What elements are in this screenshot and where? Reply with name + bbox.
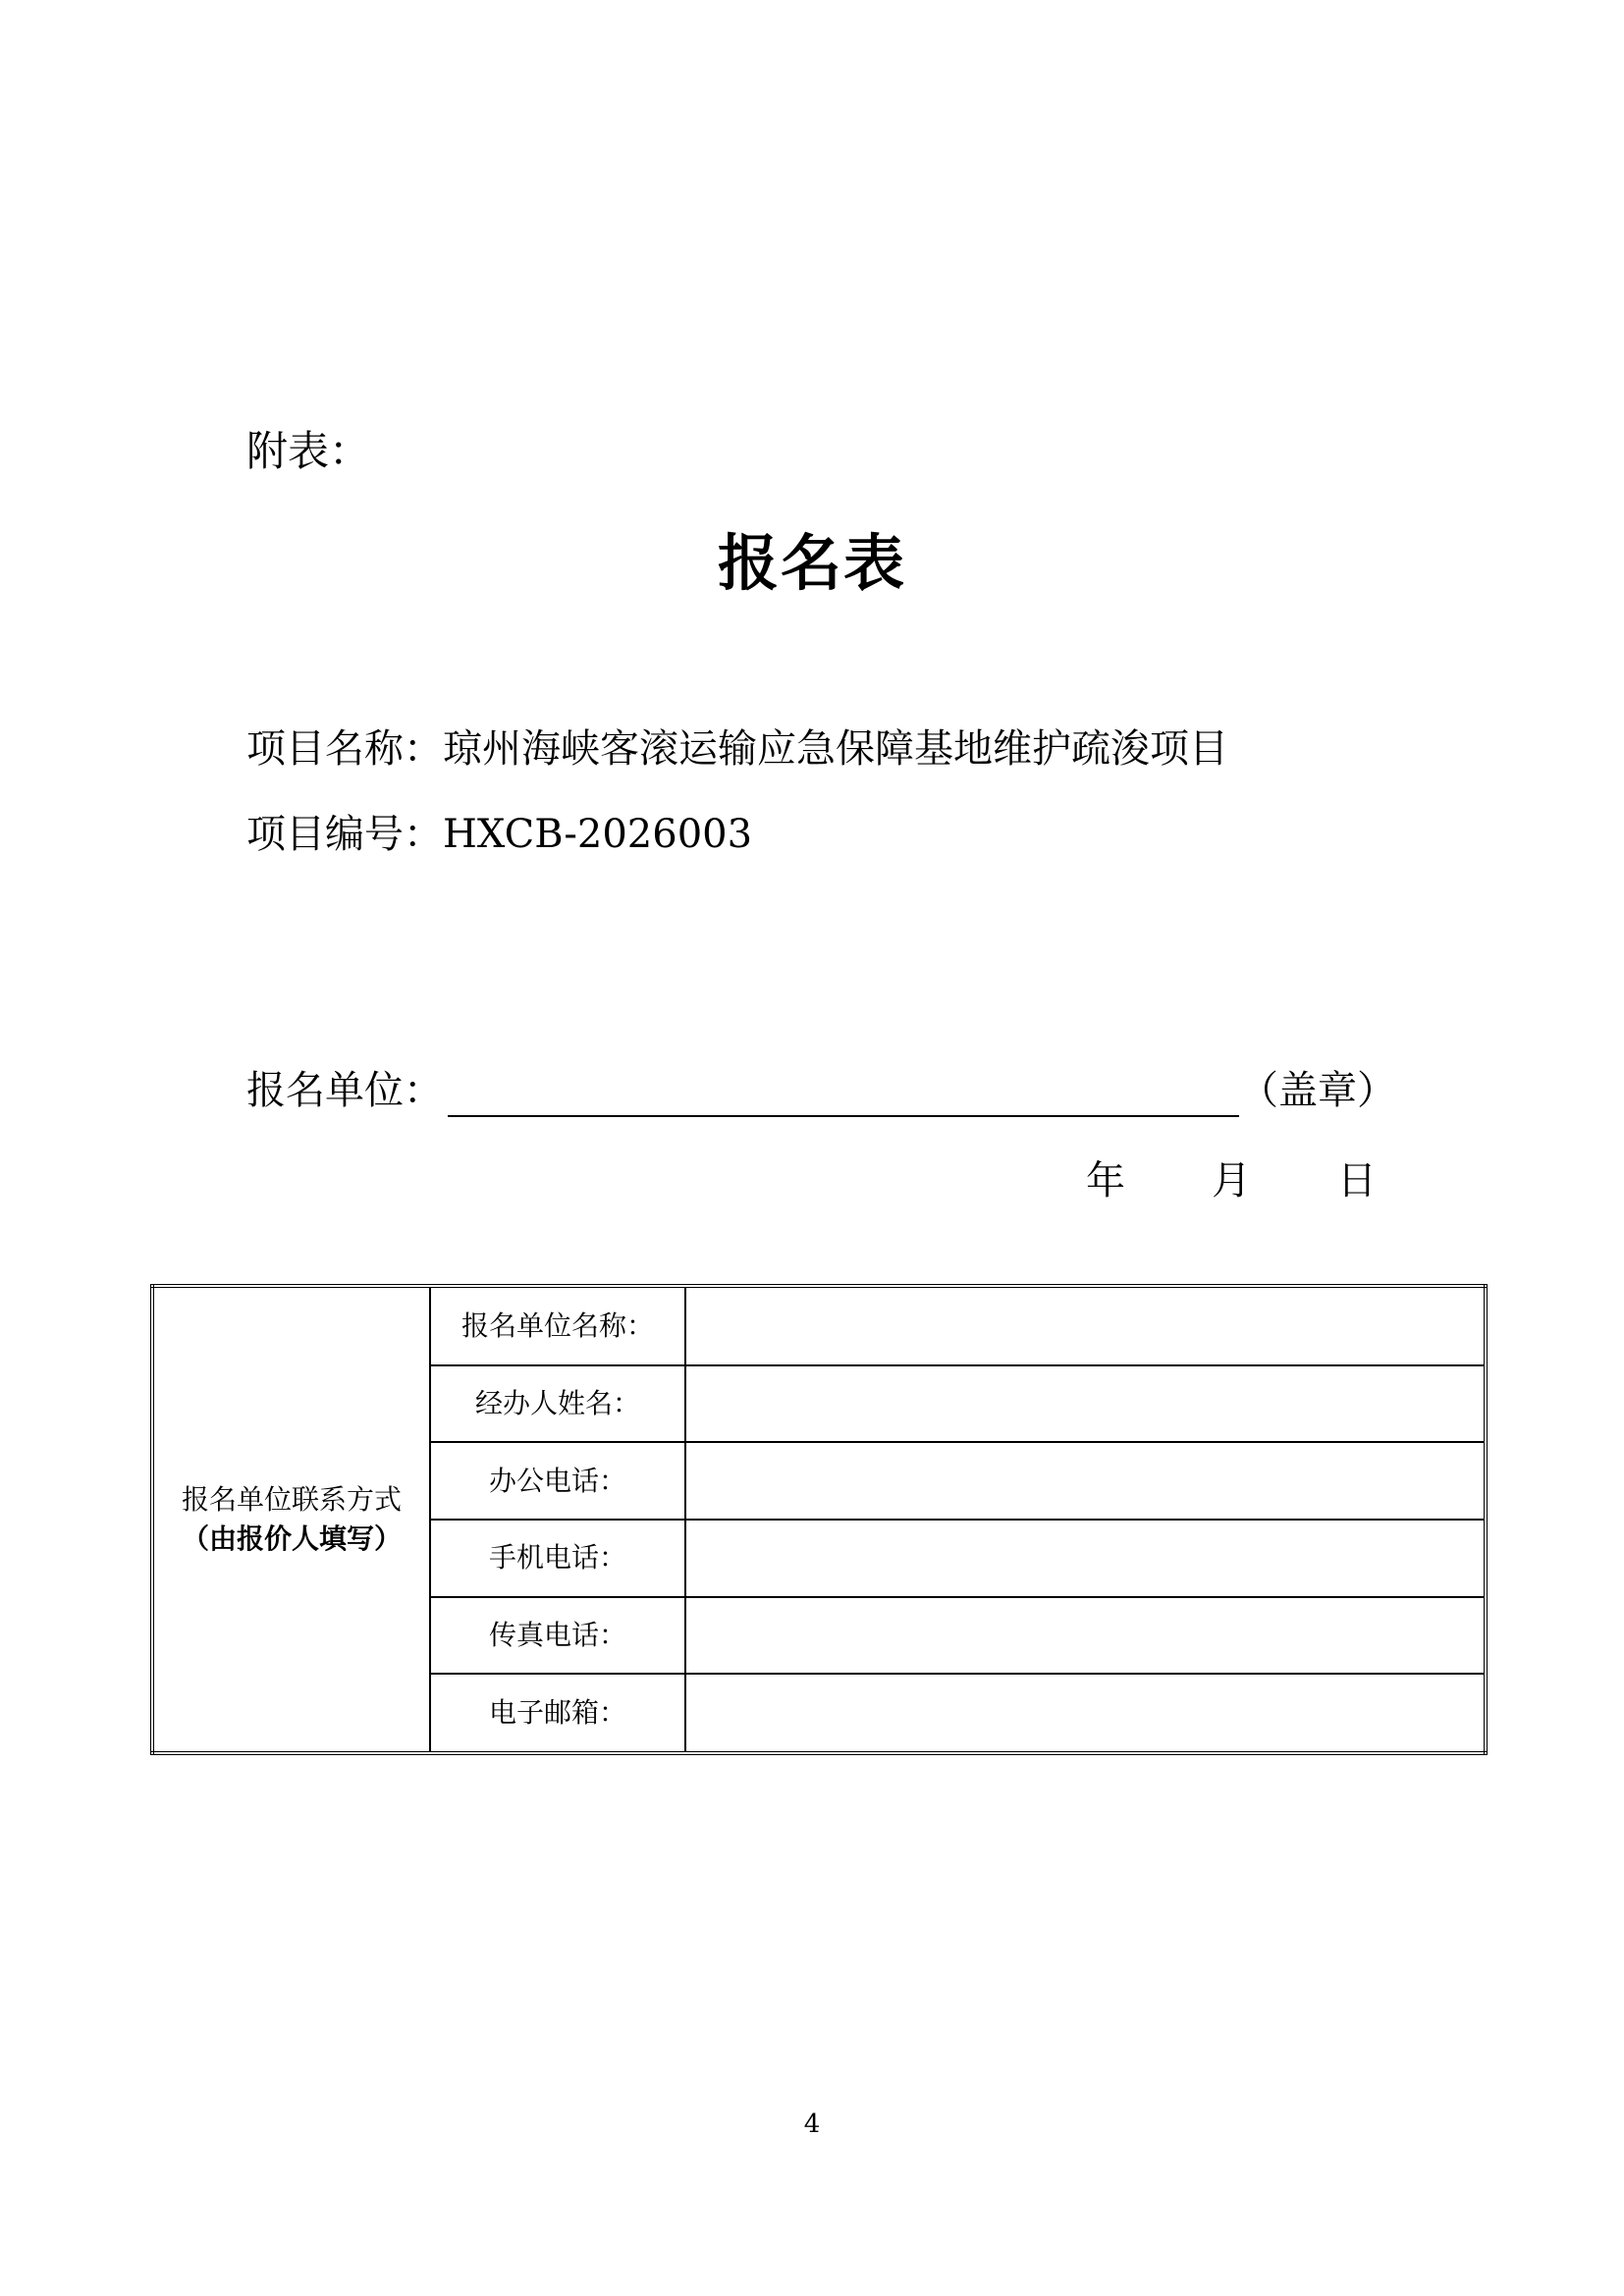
contact-group-cell bbox=[152, 1286, 430, 1753]
handler-name-label: 经办人姓名： bbox=[430, 1365, 685, 1443]
appendix-label: 附表： bbox=[246, 427, 371, 475]
unit-name-field[interactable] bbox=[685, 1286, 1486, 1365]
email-field[interactable] bbox=[685, 1674, 1486, 1753]
office-phone-label: 办公电话： bbox=[430, 1442, 685, 1520]
mobile-phone-field[interactable] bbox=[685, 1520, 1486, 1597]
page-number: 4 bbox=[803, 2109, 821, 2139]
handler-name-field[interactable] bbox=[685, 1365, 1486, 1443]
table-row bbox=[152, 1286, 1486, 1365]
unit-name-label: 报名单位名称： bbox=[430, 1286, 685, 1365]
mobile-phone-label: 手机电话： bbox=[430, 1520, 685, 1597]
registration-unit-label: 报名单位： bbox=[246, 1068, 443, 1113]
date-day-label: 日 bbox=[1337, 1158, 1377, 1203]
date-year-label: 年 bbox=[1086, 1158, 1125, 1203]
office-phone-field[interactable] bbox=[685, 1442, 1486, 1520]
seal-label: （盖章） bbox=[1239, 1068, 1396, 1113]
contact-group-label: 报名单位联系方式 bbox=[181, 1483, 402, 1516]
project-number-line: 项目编号：HXCB-2026003 bbox=[246, 812, 753, 857]
contact-table bbox=[150, 1284, 1488, 1755]
fax-label: 传真电话： bbox=[430, 1597, 685, 1675]
registration-unit-blank[interactable] bbox=[448, 1115, 1239, 1117]
project-name-line: 项目名称：琼州海峡客滚运输应急保障基地维护疏浚项目 bbox=[246, 726, 1228, 772]
fax-field[interactable] bbox=[685, 1597, 1486, 1675]
date-month-label: 月 bbox=[1212, 1158, 1251, 1203]
page-title: 报名表 bbox=[717, 527, 906, 599]
email-label: 电子邮箱： bbox=[430, 1674, 685, 1753]
contact-group-note: （由报价人填写） bbox=[181, 1522, 402, 1555]
